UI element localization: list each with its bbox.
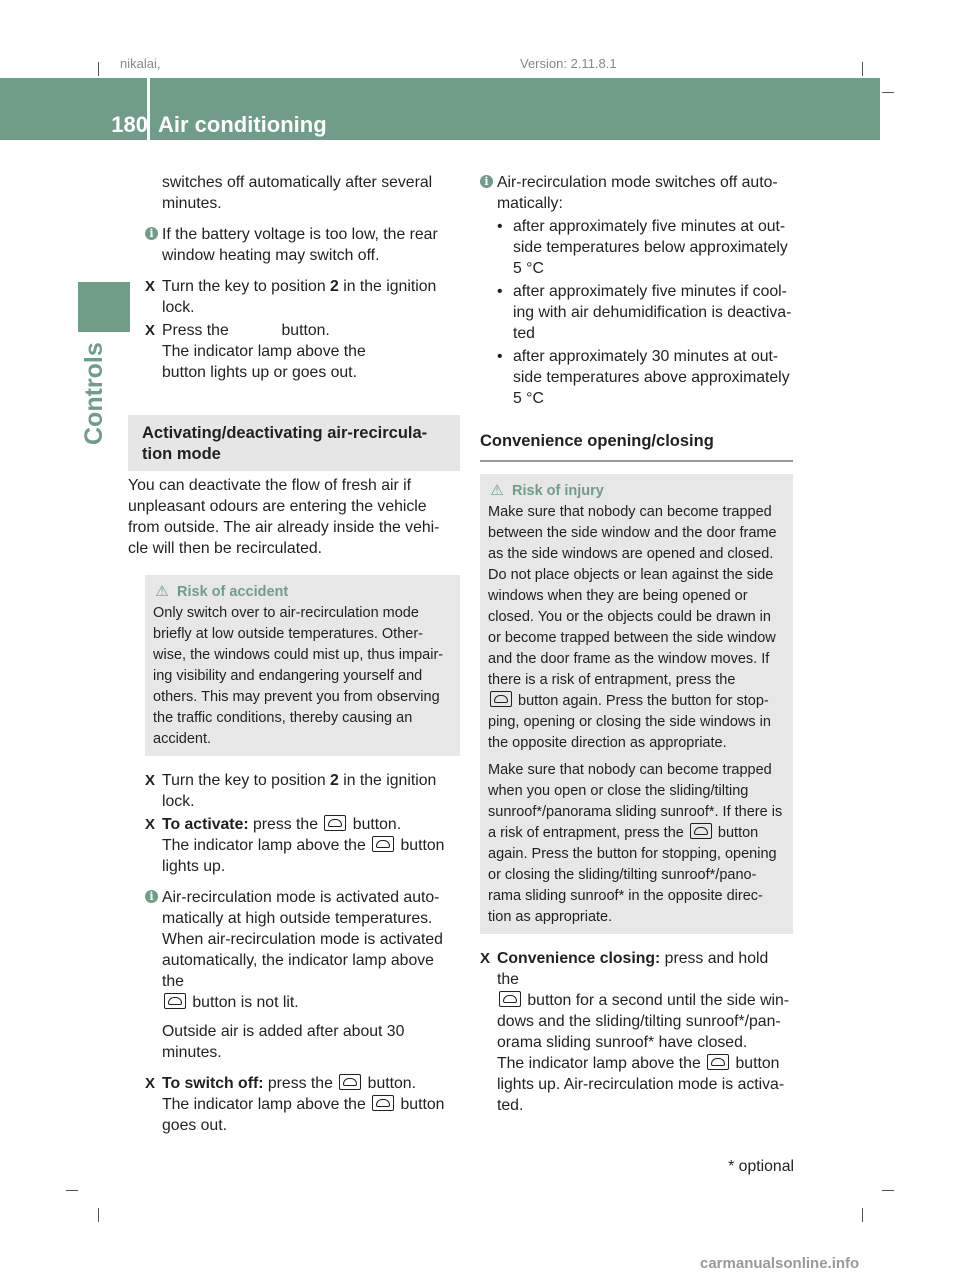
info-note: i Air-recirculation mode is activated auto- matically at high outside temperatures. When air-recirculation mode is activated automatically, the indicator lamp above the button is not lit. Outside air is added after about 30 minutes. (145, 887, 460, 1063)
left-column (128, 172, 460, 1146)
watermark: carmanualsonline.info (700, 1255, 860, 1272)
air-recirculation-icon (499, 991, 521, 1007)
section-tab (78, 282, 130, 332)
warning-text: Make sure that nobody can become trapped when you open or close the sliding/tilting sunroof*/panorama sliding sunroof*. If there is a risk of entrapment, press the button again. Press the button for stopping, opening or closing the sliding/tilting sunroof*/pano- rama sliding sunroof* in the opposite direc- tion as appropriate. (488, 762, 783, 925)
instruction-step: X To activate: press the button. The indicator lamp above the button lights up. (145, 816, 445, 875)
crop-mark (98, 62, 99, 76)
list-item: • after approximately five minutes at out- side temperatures below approximately 5 °C (497, 216, 793, 279)
step-marker-icon: X (480, 950, 491, 967)
section-heading: Convenience opening/closing (480, 432, 714, 450)
instruction-step: X To switch off: press the button. The indicator lamp above the button goes out. (145, 1075, 445, 1134)
instruction-step: X Turn the key to position 2 in the ignition lock. (145, 772, 437, 810)
crop-mark (862, 62, 863, 76)
info-note: i Air-recirculation mode switches off auto- matically: • after approximately five minutes at out- side temperatures below approximately 5 °C • after approximately five minutes if cool- ing with air dehumidification is deactiva- ted • after approximately 30 minutes at out- side temperatures above approximately 5 °C (480, 172, 793, 409)
section-label: Controls (80, 342, 108, 445)
warning-header: ⚠ Risk of accident (153, 581, 452, 603)
warning-box (145, 575, 460, 756)
print-meta-left: nikalai, (120, 56, 161, 71)
print-meta-right: Version: 2.11.8.1 (520, 56, 617, 71)
instruction-step: X Convenience closing: press and hold the button for a second until the side win- dows and the sliding/tilting sunroof*/pan- orama sliding sunroof* have closed. The indicator lamp above the button lights up. Air-recirculation mode is activa- ted. (480, 950, 790, 1114)
warning-header: ⚠ Risk of injury (488, 480, 785, 502)
step-marker-icon: X (145, 1075, 156, 1092)
crop-mark (882, 1190, 894, 1191)
page-number: 180 (111, 112, 148, 137)
list-item: • after approximately 30 minutes at out- side temperatures above approximately 5 °C (497, 346, 793, 409)
info-icon: i (145, 890, 158, 903)
crop-mark (862, 1208, 863, 1222)
info-note: i If the battery voltage is too low, the rear window heating may switch off. (145, 224, 460, 266)
step-marker-icon: X (145, 278, 156, 295)
warning-triangle-icon: ⚠ (155, 583, 169, 600)
crop-mark (882, 92, 894, 93)
crop-mark (98, 1208, 99, 1222)
paragraph: switches off automatically after several minutes. (162, 174, 433, 212)
warning-text: Make sure that nobody can become trapped between the side window and the door frame as the side windows are opened and closed. Do not place objects or lean against the side windows when they are being opened or closed. You or the objects could be drawn in or become trapped between the side window and the door frame as the window moves. If there is a risk of entrapment, press the button again. Press the button for stop- ping, opening or closing the side windows in the opposite direction as appropriate. (488, 504, 777, 751)
air-recirculation-icon (707, 1054, 729, 1070)
step-marker-icon: X (145, 772, 156, 789)
warning-triangle-icon: ⚠ (490, 482, 504, 499)
air-recirculation-icon (164, 993, 186, 1009)
air-recirculation-icon (490, 691, 512, 707)
paragraph: You can deactivate the flow of fresh air if unpleasant odours are entering the vehicle from outside. The air already inside the vehi- cle will then be recirculated. (128, 477, 440, 557)
air-recirculation-icon (372, 836, 394, 852)
crop-mark (66, 1190, 78, 1191)
info-icon: i (145, 227, 158, 240)
air-recirculation-icon (690, 823, 712, 839)
page-title: Air conditioning (158, 112, 327, 137)
air-recirculation-icon (324, 815, 346, 831)
step-marker-icon: X (145, 322, 156, 339)
instruction-step: X Press the button. The indicator lamp above the button lights up or goes out. (145, 322, 366, 381)
list-item: • after approximately five minutes if cool- ing with air dehumidification is deactiva- ted (497, 281, 793, 344)
info-icon: i (480, 175, 493, 188)
air-recirculation-icon (339, 1074, 361, 1090)
heading-rule (480, 460, 793, 462)
section-heading: Activating/deactivating air-recircula- tion mode (128, 415, 460, 471)
optional-footnote: * optional (728, 1158, 794, 1175)
warning-text: Only switch over to air-recirculation mode briefly at low outside temperatures. Other- wise, the windows could mist up, thus impair- ing visibility and endangering yourself and others. This may prevent you from observing the traffic conditions, thereby causing an accident. (153, 605, 444, 747)
step-marker-icon: X (145, 816, 156, 833)
instruction-step: X Turn the key to position 2 in the ignition lock. (145, 278, 437, 316)
warning-box (480, 474, 793, 934)
right-column (480, 172, 793, 1126)
air-recirculation-icon (372, 1095, 394, 1111)
